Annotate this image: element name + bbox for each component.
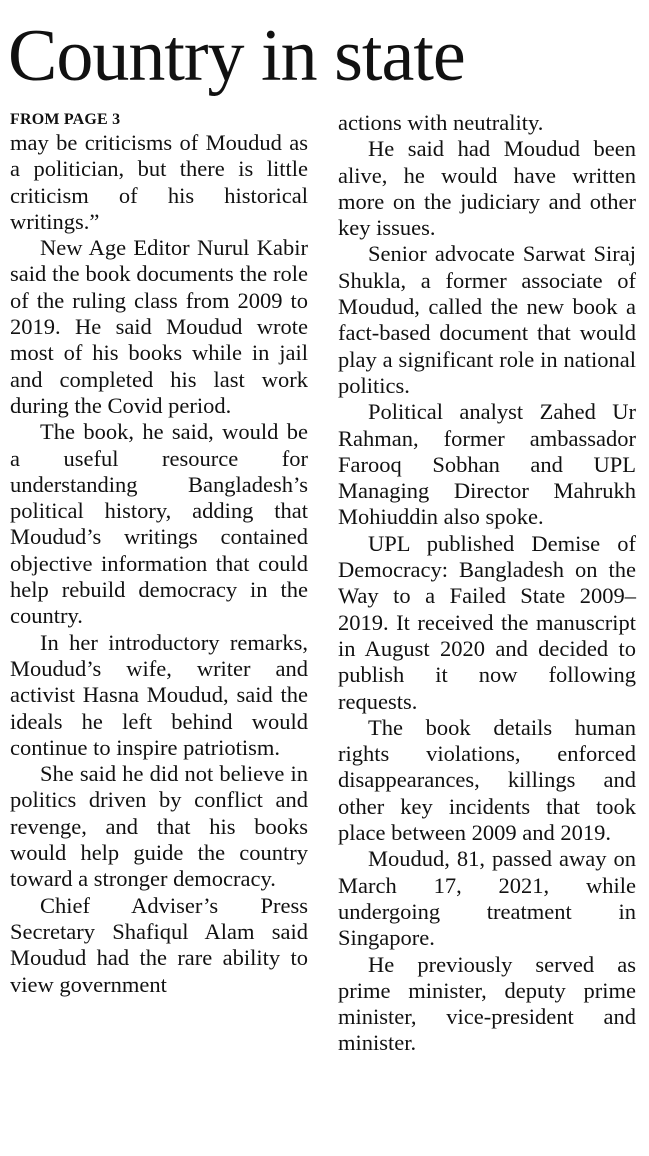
paragraph: Chief Adviser’s Press Secretary Shafiqul Alam said Moudud had the rare ability to view government <box>10 892 308 997</box>
paragraph: He previously served as prime minister, deputy prime minister, vice-president and minister. <box>338 951 636 1056</box>
continuation-label: FROM PAGE 3 <box>10 111 121 128</box>
paragraph: The book details human rights violations, enforced disappearances, killings and other key incidents that took place between 2009 and 2019. <box>338 714 636 846</box>
article-column-right <box>338 110 636 1057</box>
paragraph: Senior advocate Sarwat Siraj Shukla, a former associate of Moudud, called the new book a fact-based document that would play a significant role in national politics. <box>338 241 636 398</box>
paragraph: actions with neutrality. <box>338 110 544 135</box>
paragraph: In her introductory remarks, Moudud’s wife, writer and activist Hasna Moudud, said the ideals he left behind would continue to inspire patriotism. <box>10 629 308 760</box>
paragraph: The book, he said, would be a useful resource for understanding Bangladesh’s political history, adding that Moudud’s writings contained objective information that could help rebuild democracy in the country. <box>10 419 308 629</box>
paragraph: Political analyst Zahed Ur Rahman, former ambassador Farooq Sobhan and UPL Managing Director Mahrukh Mohiuddin also spoke. <box>338 399 636 530</box>
paragraph: UPL published Demise of Democracy: Bangladesh on the Way to a Failed State 2009–2019. It received the manuscript in August 2020 and decided to publish it now following requests. <box>338 530 636 714</box>
paragraph: Moudud, 81, passed away on March 17, 2021, while undergoing treatment in Singapore. <box>338 846 636 951</box>
paragraph: New Age Editor Nurul Kabir said the book documents the role of the ruling class from 2009 to 2019. He said Moudud wrote most of his books while in jail and completed his last work during the Covid period. <box>10 235 308 418</box>
article-column-left <box>10 110 308 998</box>
paragraph: may be criticisms of Moudud as a politician, but there is little criticism of his historical writings.” <box>10 130 308 234</box>
headline: Country in state <box>8 15 465 97</box>
paragraph: She said he did not believe in politics driven by conflict and revenge, and that his books would help guide the country toward a stronger democracy. <box>10 761 308 892</box>
paragraph: He said had Moudud been alive, he would have written more on the judiciary and other key issues. <box>338 136 636 241</box>
